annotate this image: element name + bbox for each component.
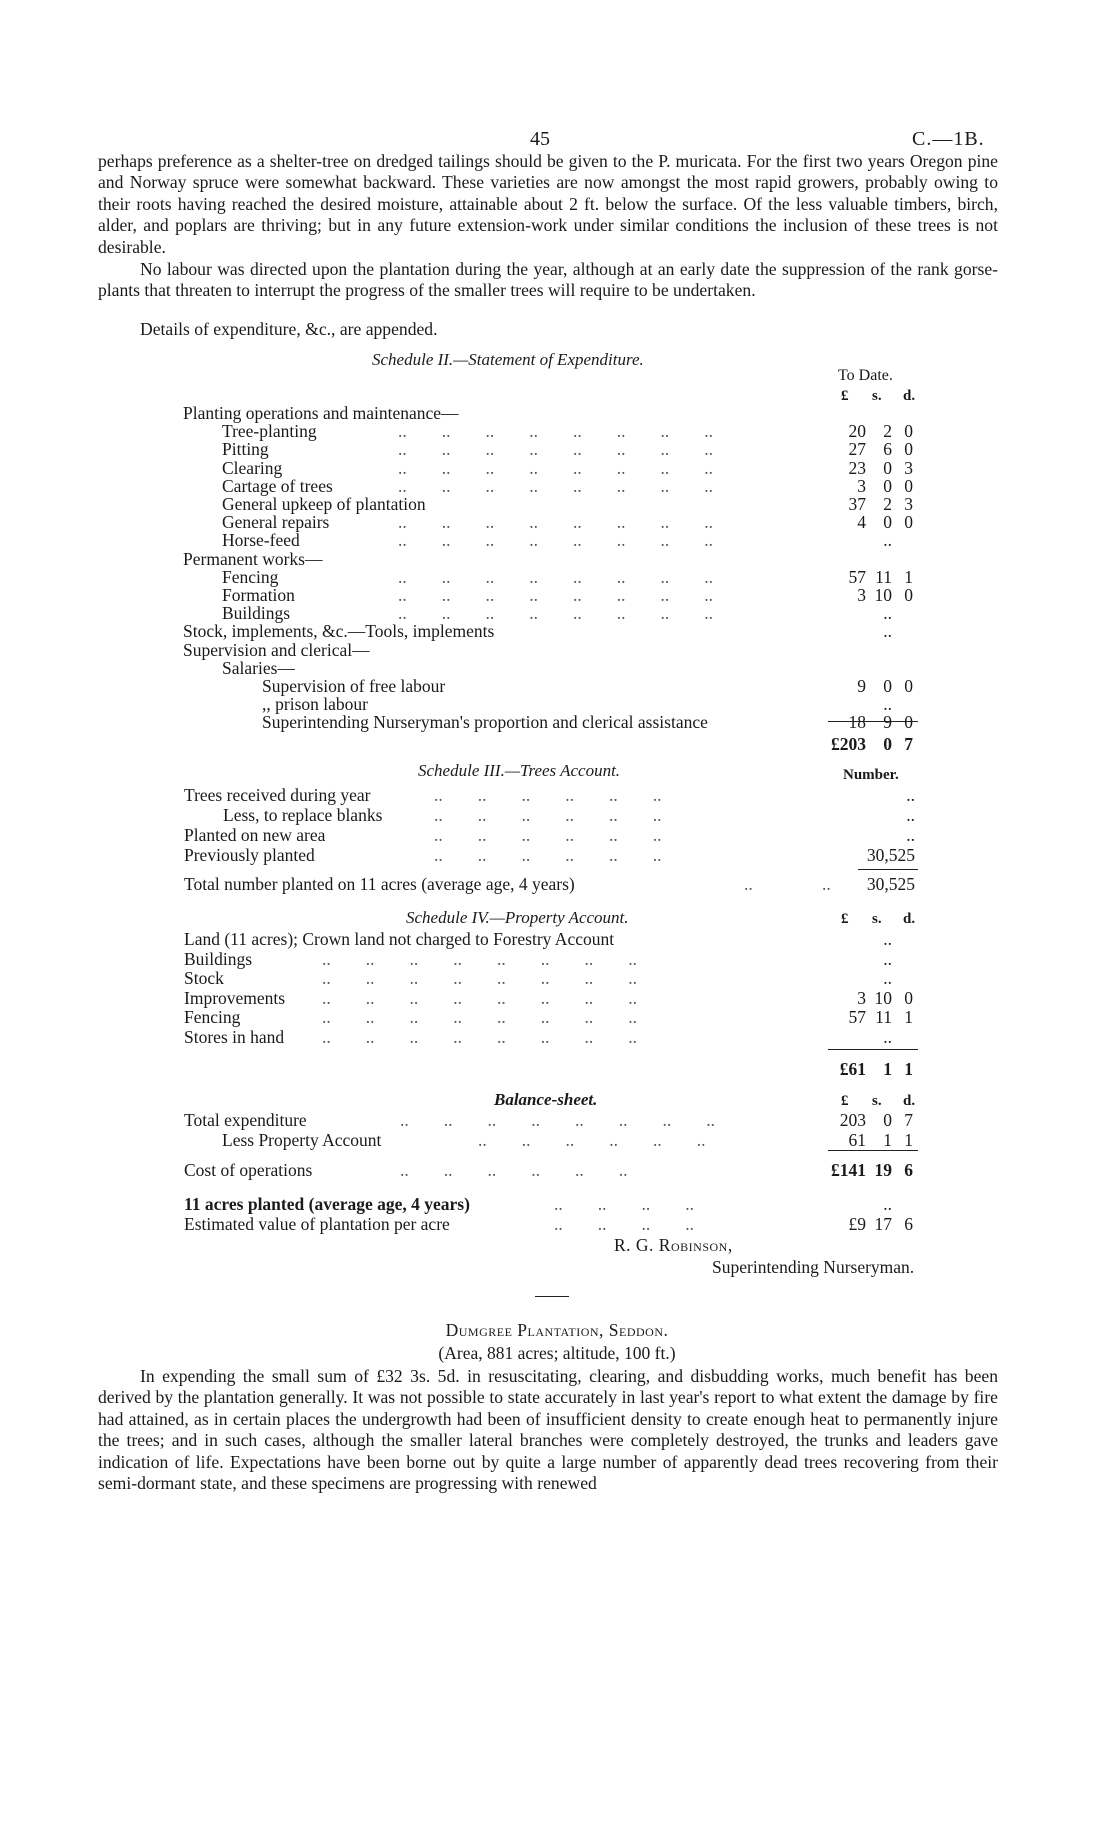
leader-dots: .. .. .. .. .. .. .. .. xyxy=(322,1007,637,1027)
property-total-shillings: 1 xyxy=(883,1059,892,1079)
leader-dots: .. .. .. .. .. .. .. .. xyxy=(398,512,713,533)
property-row xyxy=(0,1027,1114,1049)
intro-paragraph-3: Details of expenditure, &c., are appended. xyxy=(140,319,438,339)
balance-label: Less Property Account xyxy=(222,1130,382,1150)
expenditure-label: General repairs xyxy=(222,512,330,533)
leader-dots: .. .. .. .. .. .. .. .. xyxy=(398,530,713,551)
acres-label: 11 acres planted (average age, 4 years) xyxy=(184,1194,470,1214)
cost-pence: 6 xyxy=(904,1160,913,1180)
schedule-iii-total-rule xyxy=(858,869,918,870)
amount-pounds: 3 xyxy=(857,987,866,1008)
amount-shillings: 9 xyxy=(883,712,892,733)
amount-shillings: .. xyxy=(883,603,892,624)
page-number: 45 xyxy=(530,128,550,150)
amount-pounds: 27 xyxy=(848,439,866,460)
pounds-heading: £ xyxy=(841,388,849,404)
amount-shillings: 6 xyxy=(883,439,892,460)
amount-pounds: 4 xyxy=(857,512,866,533)
cost-label: Cost of operations xyxy=(184,1160,313,1180)
trees-total-label: Total number planted on 11 acres (average age, 4 years) xyxy=(184,874,575,894)
total-pence: 7 xyxy=(904,734,913,754)
amount-pence: 1 xyxy=(904,1130,913,1150)
schedule-ii-total-row xyxy=(0,734,1114,756)
amount-pounds: 57 xyxy=(848,1007,866,1027)
amount-pence: 1 xyxy=(904,566,913,587)
trees-label: Planted on new area xyxy=(184,825,326,845)
section-divider xyxy=(535,1296,569,1297)
leader-dots: .. .. .. .. .. .. .. .. xyxy=(322,948,637,969)
leader-dots: .. .. .. .. .. .. xyxy=(478,1130,741,1150)
schedule-iii-title: Schedule III.—Trees Account. xyxy=(418,761,621,780)
leader-dots: .. .. .. .. .. .. .. .. xyxy=(398,566,713,587)
to-date-heading: To Date. xyxy=(838,367,893,384)
amount-shillings: 0 xyxy=(883,457,892,478)
dumgree-paragraph: In expending the small sum of £32 3s. 5d. in resuscitating, clearing, and disbudding works, much benefit has been derived by the plantation generally. It was not possible to state accurately in last year's report to what extent the damage by fire had attained, as in certain places the undergrowth had been of insufficient density to create enough heat to permanently injure the trees; and in such cases, although the smaller lateral branches were completely destroyed, the trunks and leaders gave indication of life. Expectations have been borne out by quite a large number of apparently dead trees recovering from their semi-dormant state, and these specimens are progressing with renewed xyxy=(98,1366,998,1494)
property-total-pence: 1 xyxy=(904,1059,913,1079)
acres-value: .. xyxy=(883,1194,892,1214)
intro-paragraph-2: No labour was directed upon the plantation during the year, although at an early date the suppression of the rank gorse-plants that threaten to interrupt the progress of the smaller trees will require to be undertaken. xyxy=(98,259,998,301)
property-label: Buildings xyxy=(184,948,253,969)
expenditure-label: Salaries— xyxy=(222,657,295,678)
leader-dots: .. .. .. .. .. .. .. .. xyxy=(398,421,713,442)
estimated-pence: 6 xyxy=(904,1214,913,1234)
leader-dots: .. .. .. .. .. .. .. .. xyxy=(398,439,713,460)
amount-pence: 0 xyxy=(904,421,913,442)
shillings-heading: s. xyxy=(872,388,882,404)
amount-pence: 0 xyxy=(904,712,913,733)
amount-pounds: 203 xyxy=(839,1110,866,1130)
amount-shillings: 0 xyxy=(883,475,892,496)
pence-heading: d. xyxy=(903,388,916,404)
leader-dots: .. .. .. .. .. .. .. .. xyxy=(322,1026,637,1047)
estimated-shillings: 17 xyxy=(874,1214,892,1234)
amount-pence: 3 xyxy=(904,457,913,478)
trees-label: Less, to replace blanks xyxy=(223,805,383,825)
schedule-ii-title: Schedule II.—Statement of Expenditure. xyxy=(372,350,644,369)
schedule-iv-column-heads xyxy=(0,911,1114,929)
leader-dots: .. .. .. .. .. .. .. .. xyxy=(400,1110,715,1130)
amount-pence: 7 xyxy=(904,1110,913,1130)
pounds-heading: £ xyxy=(841,911,849,927)
expenditure-label: Horse-feed xyxy=(222,530,300,551)
acres-planted-row: 11 acres planted (average age, 4 years) .. .. .. .. .. xyxy=(184,1194,892,1214)
amount-pence: 0 xyxy=(904,475,913,496)
property-label: Stores in hand xyxy=(184,1026,285,1047)
schedule-iii-total-row: Total number planted on 11 acres (average age, 4 years) .. .. 30,525 xyxy=(184,874,915,894)
total-shillings: 0 xyxy=(883,734,892,754)
amount-shillings: 10 xyxy=(874,987,892,1008)
property-total-pounds: £61 xyxy=(839,1059,866,1079)
trees-label: Trees received during year xyxy=(184,785,371,805)
amount-pounds: 20 xyxy=(848,421,866,442)
schedule-iv-total-row xyxy=(0,1059,1114,1081)
leader-dots: .. .. .. .. .. .. xyxy=(434,845,662,865)
trees-number: .. xyxy=(906,805,915,825)
leader-dots: .. .. .. .. .. .. .. .. xyxy=(398,475,713,496)
amount-pounds: 3 xyxy=(857,475,866,496)
amount-pounds: 37 xyxy=(848,494,866,514)
amount-pounds: 57 xyxy=(848,566,866,587)
property-label: Land (11 acres); Crown land not charged to Forestry Account xyxy=(184,929,615,949)
amount-shillings: .. xyxy=(883,948,892,969)
amount-pence: 0 xyxy=(904,439,913,460)
expenditure-label: Permanent works— xyxy=(183,548,323,569)
balance-column-heads xyxy=(0,1093,1114,1111)
amount-pounds: 23 xyxy=(848,457,866,478)
schedule-ii-total-rule xyxy=(828,721,918,722)
amount-shillings: 1 xyxy=(883,1130,892,1150)
schedule-iv-title: Schedule IV.—Property Account. xyxy=(406,908,629,927)
expenditure-label: Pitting xyxy=(222,439,269,460)
trees-number: .. xyxy=(906,825,915,845)
number-heading: Number. xyxy=(843,767,899,783)
cost-pounds: £141 xyxy=(831,1160,866,1180)
pence-heading: d. xyxy=(903,911,916,927)
signature-title: Superintending Nurseryman. xyxy=(712,1257,915,1277)
balance-label: Total expenditure xyxy=(184,1110,307,1130)
amount-pounds: 9 xyxy=(857,676,866,696)
leader-dots: .. .. .. .. .. .. .. .. xyxy=(322,968,637,988)
property-label: Improvements xyxy=(184,987,286,1008)
amount-pence: 0 xyxy=(904,585,913,605)
expenditure-label: Supervision and clerical— xyxy=(183,639,370,660)
balance-rule xyxy=(828,1150,918,1151)
expenditure-label: Planting operations and maintenance— xyxy=(183,403,459,423)
expenditure-label: Formation xyxy=(222,585,295,605)
leader-dots: .. .. .. .. .. .. xyxy=(434,785,662,805)
dumgree-subheading: (Area, 881 acres; altitude, 100 ft.) xyxy=(438,1343,676,1363)
trees-label: Previously planted xyxy=(184,845,315,865)
total-pounds: £203 xyxy=(831,734,866,754)
pence-heading: d. xyxy=(903,1093,916,1109)
amount-shillings: .. xyxy=(883,694,892,715)
expenditure-label: Stock, implements, &c.—Tools, implements xyxy=(183,621,495,642)
trees-number: 30,525 xyxy=(866,845,915,865)
signature-name: R. G. Robinson, xyxy=(614,1235,733,1255)
property-label: Stock xyxy=(184,968,224,988)
amount-pence: 1 xyxy=(904,1007,913,1027)
shillings-heading: s. xyxy=(872,911,882,927)
expenditure-label: Cartage of trees xyxy=(222,475,333,496)
trees-row xyxy=(0,825,1114,847)
estimated-pounds: £9 xyxy=(848,1214,866,1234)
amount-shillings: 2 xyxy=(883,494,892,514)
amount-shillings: .. xyxy=(883,968,892,988)
amount-shillings: 2 xyxy=(883,421,892,442)
document-reference: C.—1B. xyxy=(912,128,985,150)
expenditure-label: Superintending Nurseryman's proportion and clerical assistance xyxy=(262,712,708,733)
trees-row xyxy=(0,805,1114,827)
expenditure-row xyxy=(0,712,1114,734)
dumgree-heading: Dumgree Plantation, Seddon. xyxy=(445,1320,669,1340)
amount-pence: 3 xyxy=(904,494,913,514)
estimated-label: Estimated value of plantation per acre xyxy=(184,1214,450,1234)
amount-shillings: 11 xyxy=(875,1007,892,1027)
amount-shillings: .. xyxy=(883,1026,892,1047)
amount-pounds: 3 xyxy=(857,585,866,605)
amount-shillings: 0 xyxy=(883,676,892,696)
trees-row xyxy=(0,785,1114,807)
leader-dots: .. .. .. .. .. .. .. .. xyxy=(398,603,713,624)
amount-pence: 0 xyxy=(904,676,913,696)
leader-dots: .. .. .. .. .. .. xyxy=(434,805,662,825)
expenditure-label: ,, prison labour xyxy=(262,694,368,715)
trees-number: .. xyxy=(906,785,915,805)
leader-dots: .. .. .. .. .. .. xyxy=(434,825,662,845)
expenditure-label: Buildings xyxy=(222,603,291,624)
cost-shillings: 19 xyxy=(874,1160,892,1180)
trees-total-value: 30,525 xyxy=(866,874,915,894)
balance-sheet-title: Balance-sheet. xyxy=(494,1090,598,1109)
amount-shillings: 0 xyxy=(883,512,892,533)
estimated-value-row: Estimated value of plantation per acre .. .. .. .. £9 17 6 xyxy=(184,1214,913,1234)
amount-pence: 0 xyxy=(904,512,913,533)
amount-pounds: 61 xyxy=(848,1130,866,1150)
cost-of-operations-row: Cost of operations .. .. .. .. .. .. £141 19 6 xyxy=(184,1160,913,1180)
amount-shillings: 0 xyxy=(883,1110,892,1130)
expenditure-label: Tree-planting xyxy=(222,421,317,442)
amount-shillings: 10 xyxy=(874,585,892,605)
leader-dots: .. .. .. .. .. .. .. .. xyxy=(322,987,637,1008)
shillings-heading: s. xyxy=(872,1093,882,1109)
pounds-heading: £ xyxy=(841,1093,849,1109)
expenditure-label: Fencing xyxy=(222,566,279,587)
balance-row xyxy=(0,1130,1114,1152)
amount-shillings: .. xyxy=(883,530,892,551)
balance-row xyxy=(0,1110,1114,1132)
amount-shillings: .. xyxy=(883,929,892,949)
leader-dots: .. .. .. .. .. .. .. .. xyxy=(398,457,713,478)
amount-pounds: 18 xyxy=(848,712,866,733)
intro-paragraph-1: perhaps preference as a shelter-tree on dredged tailings should be given to the P. muricata. For the first two years Oregon pine and Norway spruce were somewhat backward. These varieties are now amongst the most rapid growers, probably owing to their roots having reached the desired moisture, attainable about 2 ft. below the surface. Of the less valuable timbers, birch, alder, and poplars are thriving; but in any future extension-work under similar conditions the inclusion of these trees is not desirable. xyxy=(98,151,998,257)
schedule-iv-total-rule xyxy=(828,1049,918,1050)
expenditure-label: Supervision of free labour xyxy=(262,676,446,696)
expenditure-label: Clearing xyxy=(222,457,283,478)
leader-dots: .. .. .. .. .. .. .. .. xyxy=(398,585,713,605)
amount-shillings: .. xyxy=(883,621,892,642)
expenditure-label: General upkeep of plantation xyxy=(222,494,426,514)
amount-pence: 0 xyxy=(904,987,913,1008)
trees-row xyxy=(0,845,1114,867)
amount-shillings: 11 xyxy=(875,566,892,587)
property-label: Fencing xyxy=(184,1007,241,1027)
